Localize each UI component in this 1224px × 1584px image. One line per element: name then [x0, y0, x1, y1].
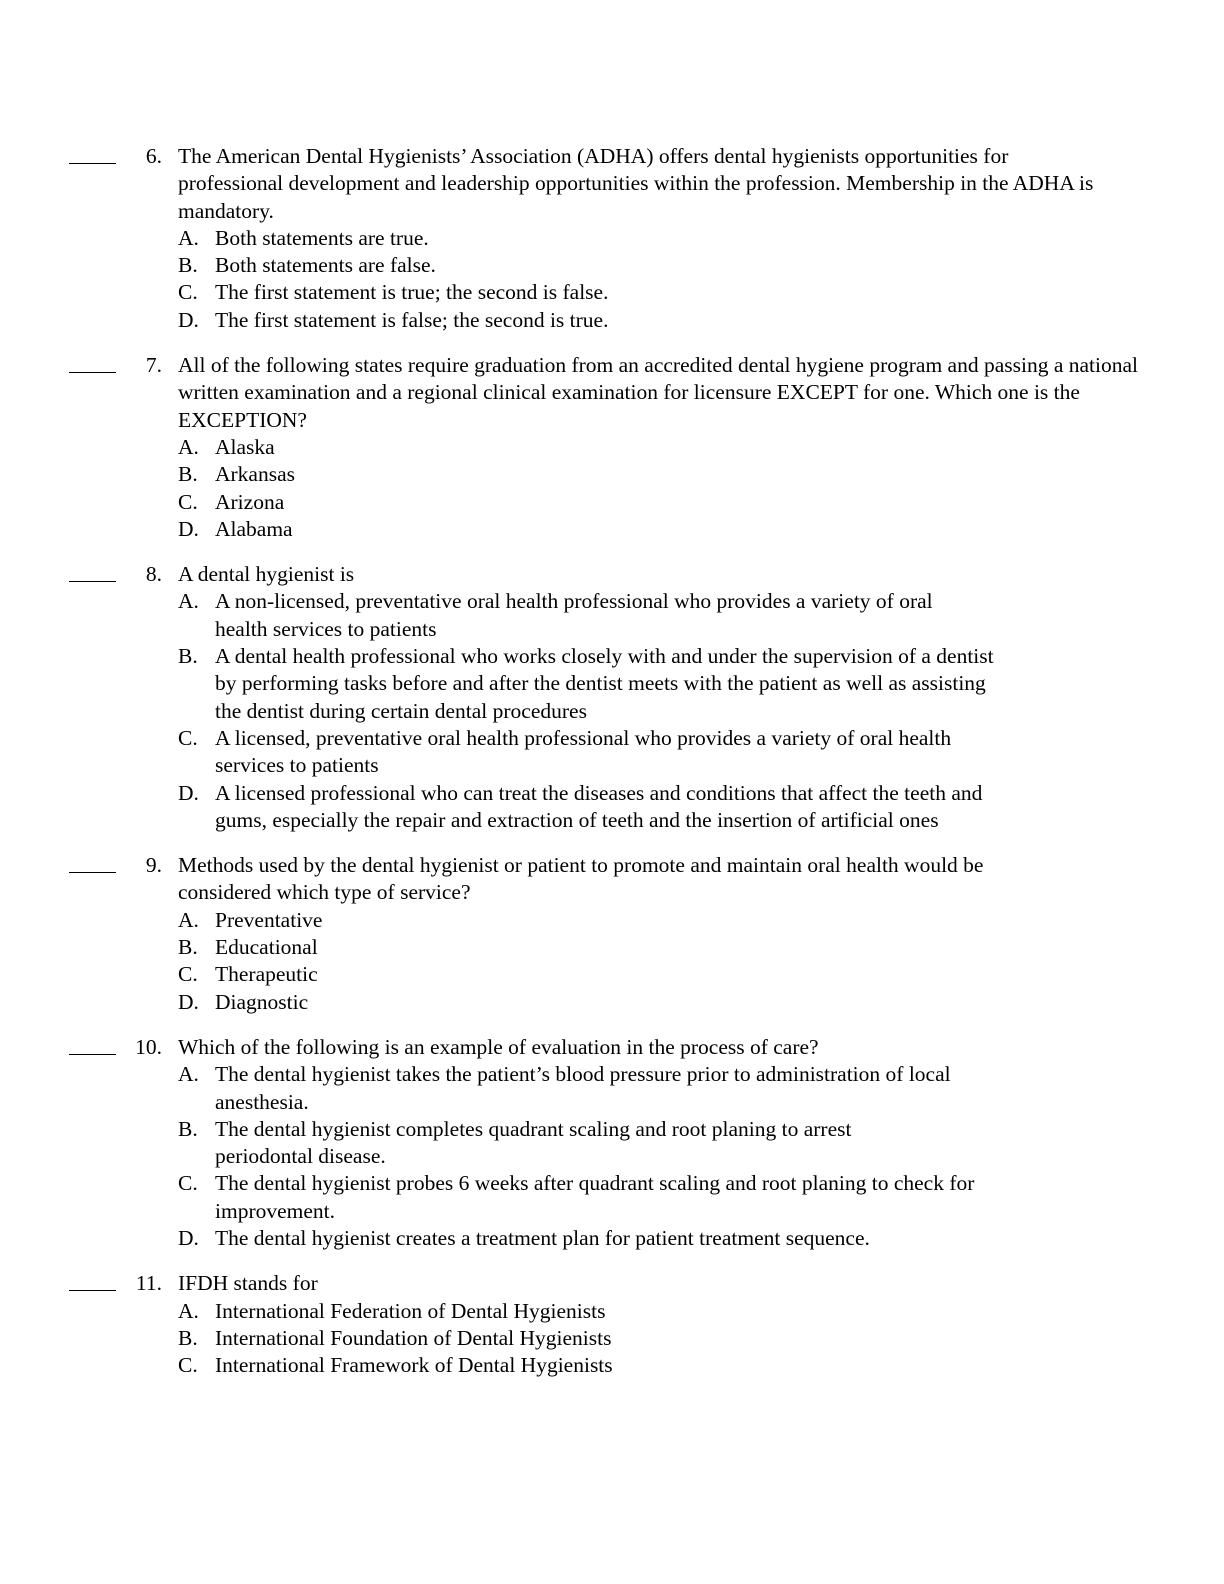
option-list: [0, 1298, 1224, 1380]
option-c: [178, 279, 1224, 306]
question-6: [0, 143, 1224, 334]
question-11: [0, 1270, 1224, 1379]
option-text: International Federation of Dental Hygienists: [215, 1298, 606, 1323]
question-text: Methods used by the dental hygienist or patient to promote and maintain oral health would be considered which type of service?: [178, 853, 984, 905]
option-list: [0, 225, 1224, 334]
option-letter: D.: [178, 516, 199, 541]
option-letter: B.: [178, 1325, 198, 1350]
answer-blank[interactable]: [69, 1290, 116, 1291]
option-text: The dental hygienist takes the patient’s blood pressure prior to administration of local anesthesia.: [215, 1062, 951, 1114]
option-text: A licensed professional who can treat the diseases and conditions that affect the teeth and gums, especially the repair and extraction of teeth and the insertion of artificial ones: [215, 780, 983, 832]
option-text: Therapeutic: [215, 962, 318, 987]
option-letter: D.: [178, 780, 199, 805]
option-list: [0, 434, 1224, 543]
option-b: [178, 934, 1224, 961]
option-letter: A.: [178, 434, 199, 459]
option-a: [178, 225, 1224, 252]
option-text: International Framework of Dental Hygienists: [215, 1353, 613, 1378]
option-text: A dental health professional who works closely with and under the supervision of a dentist by performing tasks before and after the dentist meets with the patient as well as assisting the dentist during certain dental procedures: [215, 644, 994, 723]
option-b: [178, 461, 1224, 488]
option-a: [178, 588, 1224, 643]
question-text: IFDH stands for: [178, 1271, 318, 1296]
option-text: The dental hygienist completes quadrant scaling and root planing to arrest periodontal disease.: [215, 1116, 852, 1169]
option-text: Both statements are false.: [215, 253, 436, 278]
question-number: 7.: [145, 353, 162, 378]
option-text: The first statement is true; the second is false.: [215, 280, 609, 305]
option-text: Educational: [215, 935, 318, 960]
question-text: Which of the following is an example of evaluation in the process of care?: [178, 1034, 819, 1059]
option-d: [178, 516, 1224, 543]
option-letter: C.: [178, 489, 198, 514]
question-number: 11.: [135, 1271, 162, 1296]
option-letter: A.: [178, 907, 199, 932]
option-letter: C.: [178, 1353, 198, 1378]
option-d: [178, 989, 1224, 1016]
option-letter: B.: [178, 253, 198, 278]
option-a: [178, 434, 1224, 461]
question-number: 6.: [145, 144, 162, 168]
option-a: [178, 1298, 1224, 1325]
answer-blank[interactable]: [69, 163, 116, 164]
question-10: [0, 1034, 1224, 1252]
option-letter: B.: [178, 462, 198, 487]
option-d: [178, 307, 1224, 334]
option-text: Alabama: [215, 516, 293, 541]
option-a: [178, 1061, 1224, 1116]
question-number: 9.: [145, 853, 162, 878]
option-list: [0, 907, 1224, 1016]
option-b: [178, 643, 1224, 725]
option-letter: D.: [178, 1225, 199, 1250]
option-list: [0, 1061, 1224, 1252]
option-c: [178, 1170, 1224, 1225]
question-9: [0, 852, 1224, 1016]
question-8: [0, 561, 1224, 834]
option-letter: A.: [178, 225, 199, 250]
option-text: A licensed, preventative oral health professional who provides a variety of oral health services to patients: [215, 725, 952, 778]
option-text: The dental hygienist creates a treatment plan for patient treatment sequence.: [215, 1225, 870, 1250]
option-text: Alaska: [215, 434, 275, 459]
answer-blank[interactable]: [69, 581, 116, 582]
option-text: Both statements are true.: [215, 225, 429, 250]
option-letter: D.: [178, 307, 199, 332]
option-letter: D.: [178, 989, 199, 1014]
quiz-page: [0, 143, 1224, 1397]
option-letter: B.: [178, 1116, 198, 1141]
answer-blank[interactable]: [69, 372, 116, 373]
option-letter: A.: [178, 589, 199, 614]
option-text: The dental hygienist probes 6 weeks after quadrant scaling and root planing to check for improvement.: [215, 1171, 975, 1223]
option-text: International Foundation of Dental Hygienists: [215, 1325, 612, 1350]
option-d: [178, 780, 1224, 835]
option-letter: B.: [178, 935, 198, 960]
option-list: [0, 588, 1224, 834]
question-text: All of the following states require graduation from an accredited dental hygiene program and passing a national written examination and a regional clinical examination for licensure EXCEPT for one. Which one is the EXCEPTION?: [178, 353, 1139, 432]
option-b: [178, 252, 1224, 279]
option-text: Arizona: [215, 489, 285, 514]
option-c: [178, 725, 1224, 780]
answer-blank[interactable]: [69, 1054, 116, 1055]
question-number: 10.: [135, 1034, 162, 1059]
option-letter: C.: [178, 725, 198, 750]
question-number: 8.: [145, 562, 162, 587]
question-7: [0, 352, 1224, 543]
option-text: Arkansas: [215, 462, 296, 487]
option-letter: A.: [178, 1062, 199, 1087]
option-text: The first statement is false; the second is true.: [215, 307, 609, 332]
option-letter: B.: [178, 644, 198, 669]
question-text: A dental hygienist is: [178, 562, 355, 587]
option-c: [178, 1352, 1224, 1379]
option-text: Preventative: [215, 907, 323, 932]
option-d: [178, 1225, 1224, 1252]
option-letter: C.: [178, 1171, 198, 1196]
option-b: [178, 1116, 1224, 1171]
option-letter: C.: [178, 280, 198, 305]
option-c: [178, 961, 1224, 988]
option-b: [178, 1325, 1224, 1352]
option-a: [178, 907, 1224, 934]
option-letter: A.: [178, 1298, 199, 1323]
option-text: Diagnostic: [215, 989, 309, 1014]
answer-blank[interactable]: [69, 872, 116, 873]
question-text: The American Dental Hygienists’ Association (ADHA) offers dental hygienists opportunities for professional development and leadership opportunities within the profession. Membership in the ADHA is mandatory.: [178, 144, 1094, 223]
option-c: [178, 489, 1224, 516]
option-text: A non-licensed, preventative oral health professional who provides a variety of oral health services to patients: [215, 589, 933, 641]
option-letter: C.: [178, 962, 198, 987]
